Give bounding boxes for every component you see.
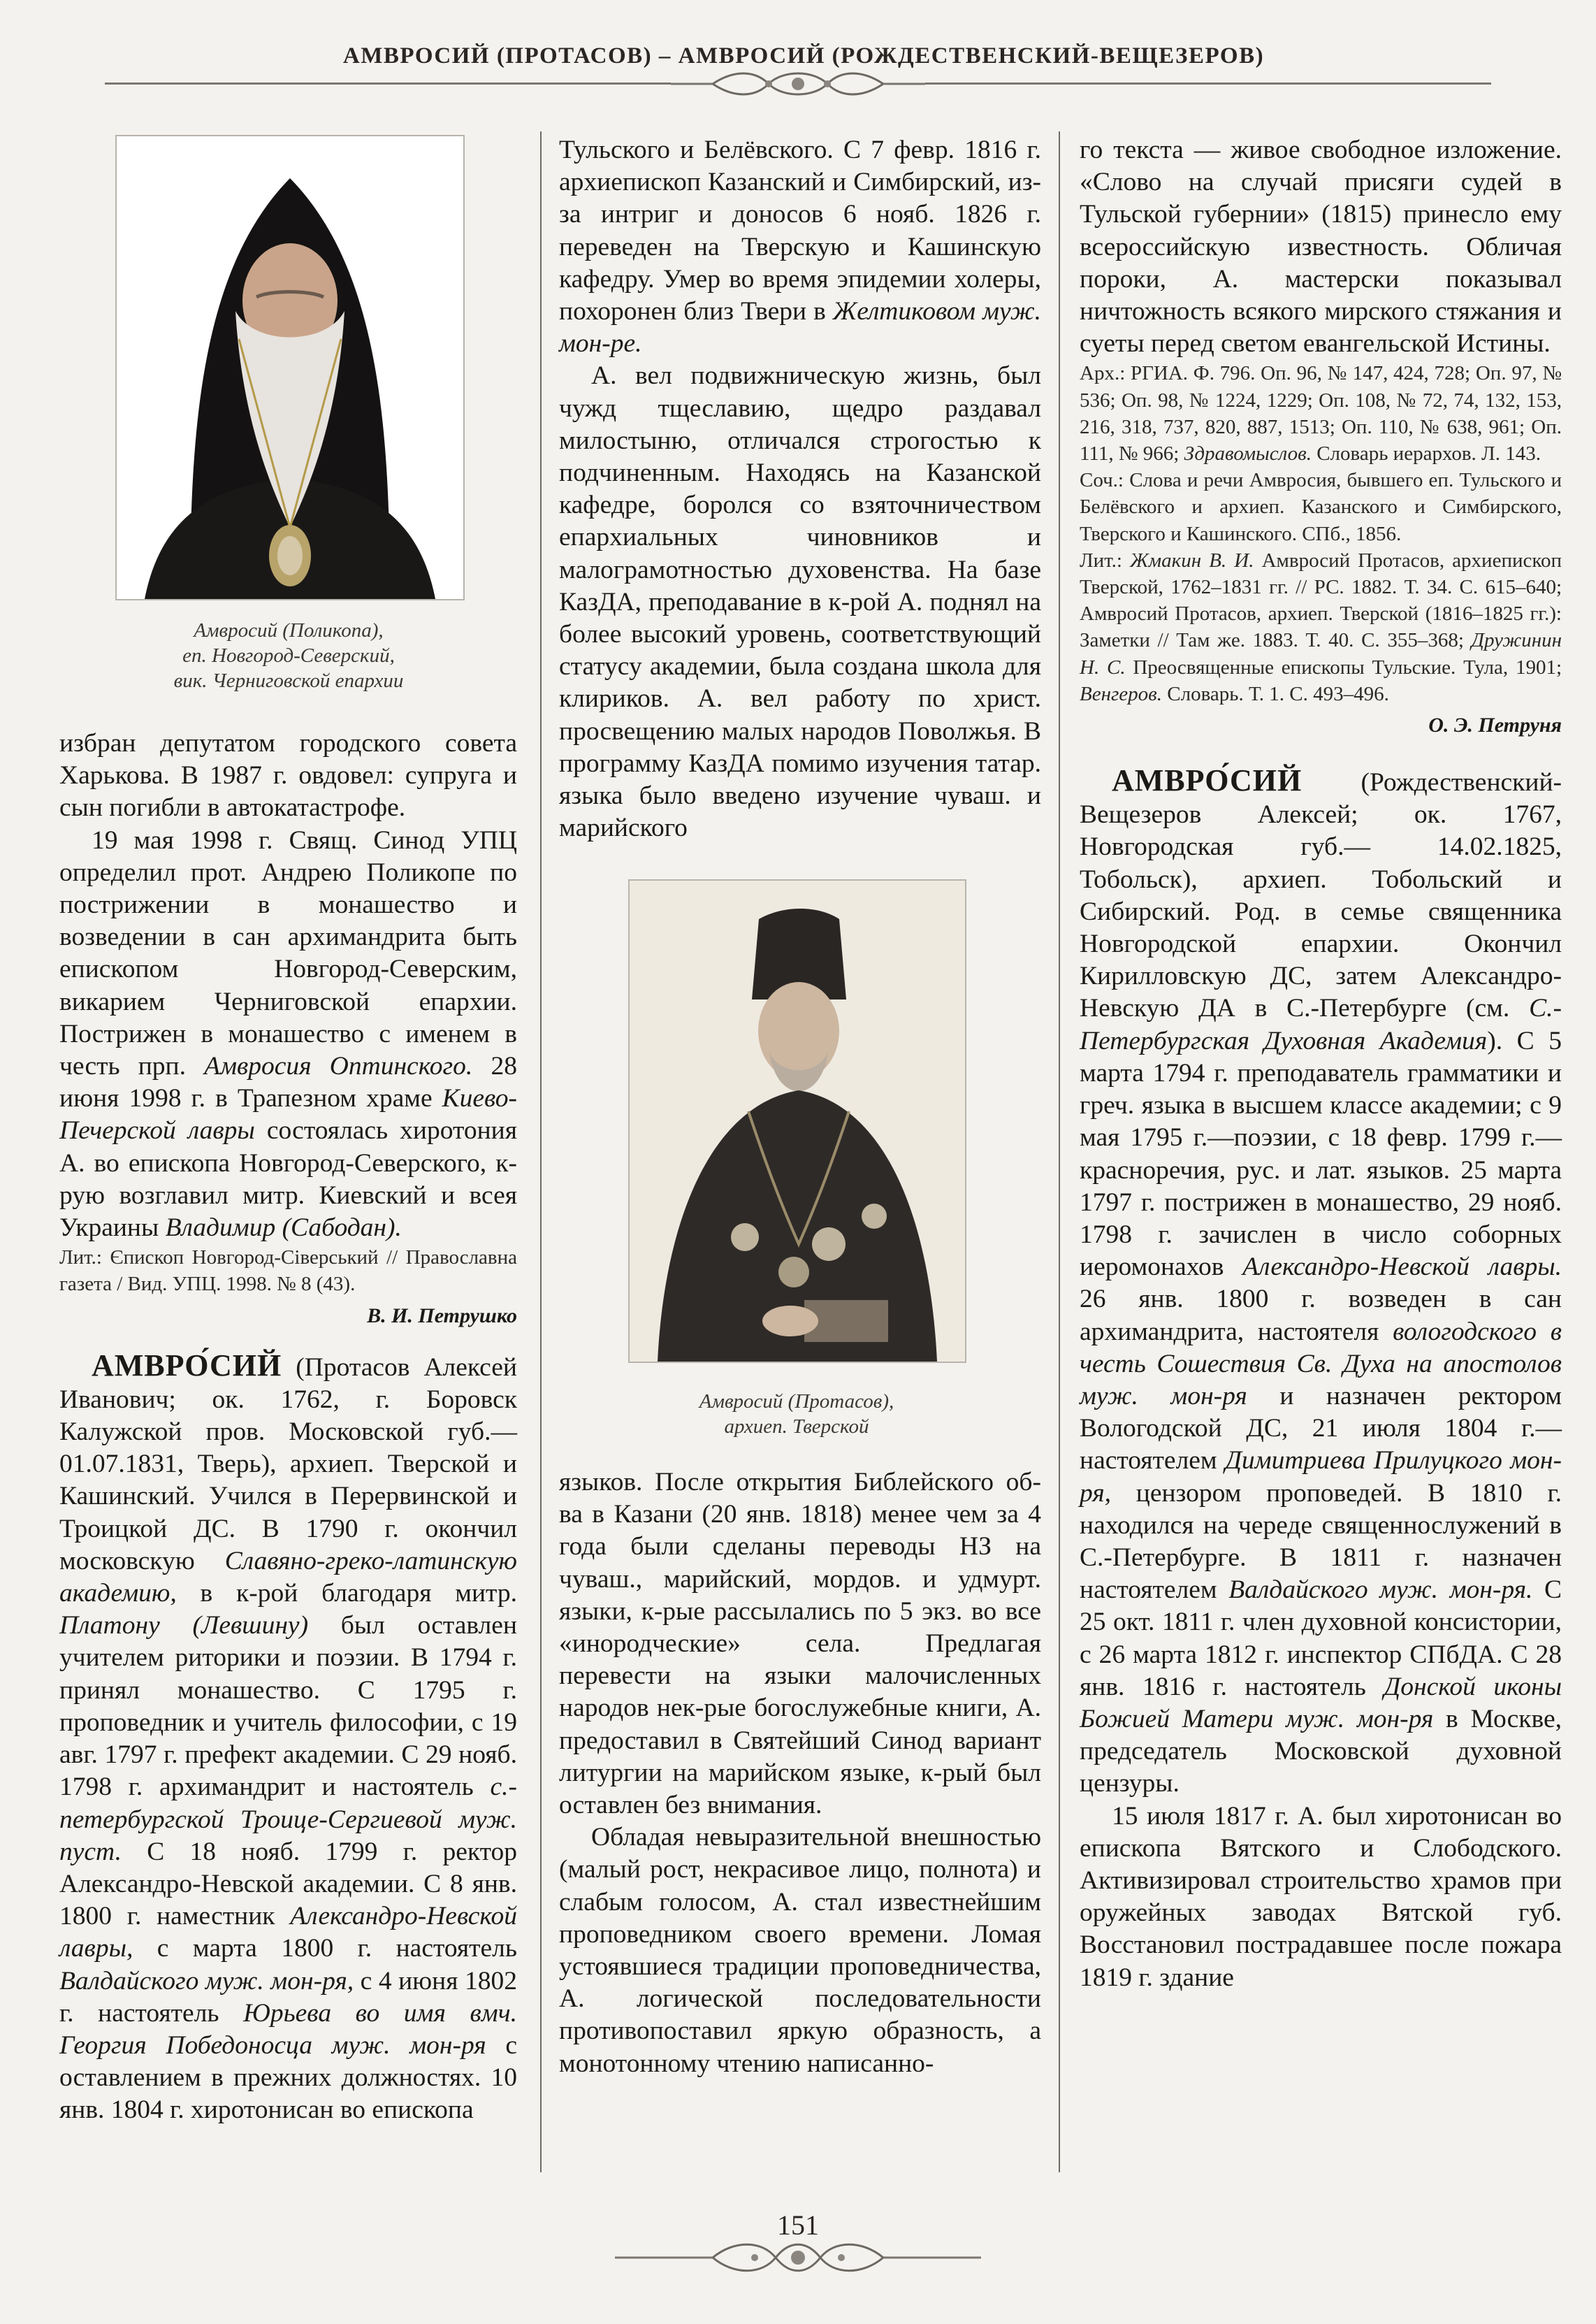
caption-line: Амвросий (Протасов), [699,1390,894,1413]
header-rule-right [925,82,1491,85]
paragraph: 19 мая 1998 г. Свящ. Синод УПЦ определил прот. Андрею Поликопе по пострижении в монашество и возведении в сан архимандрита быть епископом Новгород-Северским, викарием Черниговской епархии. Пострижен в монашество с именем в честь прп. Амвросия Оптинского. 28 июня 1998 г. в Трапезном храме Киево-Печерской лавры состоялась хиротония А. во епископа Новгород-Северского, к-рую возглавил митр. Киевский и всея Украины Владимир (Сабодан). [59,825,518,1243]
engraving-image-icon [630,881,965,1362]
header-rule-left [105,82,671,85]
caption-line: Амвросий (Поликопа), [194,619,384,642]
literature-note: Лит.: Жмакин В. И. Амвросий Протасов, архиепископ Тверской, 1762–1831 гг. // РС. 1882. Т. 34. С. 615–640; Амвросий Протасов, архиеп. Тверской (1816–1825 гг.): Заметки // Там же. 1883. Т. 40. С. 355–368; Дружинин Н. С. Преосвященные епископы Тульские. Тула, 1901; Венгеров. Словарь. Т. 1. С. 493–496. [1080,549,1562,705]
header-ornament-icon [671,70,925,98]
archive-note: Арх.: РГИА. Ф. 796. Оп. 96, № 147, 424, 728; Оп. 97, № 536; Оп. 98, № 1224, 1229; Оп. 108, № 72, 74, 132, 153, 216, 318, 737, 820, 887, 1513; Оп. 110, № 638, 961; Оп. 111, № 966; Здравомыслов. Словарь иерархов. Л. 143. [1080,362,1562,465]
author-signature: О. Э. Петруня [1428,714,1562,737]
column-2-top [559,134,1041,844]
portrait-image-icon [117,136,463,599]
column-1 [59,728,517,2127]
paragraph: 15 июля 1817 г. А. был хиротонисан во епископа Вятского и Слободского. Активизировал строительство храмов при оружейных заводах Вятской губ. Восстановил пострадавшее после пожара 1819 г. здание [1080,1801,1562,1992]
caption-line: архиеп. Тверской [724,1415,869,1438]
portrait-photo-protasov [628,879,966,1363]
entry-headword: АМВРО́СИЙ [92,1348,282,1383]
paragraph: избран депутатом городского совета Харькова. В 1987 г. овдовел: супруга и сын погибли в автокатастрофе. [59,729,517,823]
caption-line: еп. Новгород-Северский, [182,644,395,667]
page-number: 151 [777,2209,819,2241]
literature-note: Лит.: Єпископ Новгород-Сіверський // Православна газета / Вид. УПЦ. 1998. № 8 (43). [59,1246,517,1296]
portrait2-caption [615,1389,978,1439]
entry-protasov: АМВРО́СИЙ (Протасов Алексей Иванович; ок. 1762, г. Боровск Калужской пров. Московской губ.— 01.07.1831, Тверь), архиеп. Тверской и Кашинский. Учился в Перервинской и Троицкой ДС. В 1790 г. окончил московскую Славяно-греко-латинскую академию, в к-рой благодаря митр. Платону (Левшину) был оставлен учителем риторики и поэзии. В 1794 г. принял монашество. С 1795 г. проповедник и учитель философии, с 19 авг. 1797 г. префект академии. С 29 нояб. 1798 г. архимандрит и настоятель с.-петербургской Троице-Сергиевой муж. пуст. С 18 нояб. 1799 г. ректор Александро-Невской академии. С 8 янв. 1800 г. наместник Александро-Невской лавры, с марта 1800 г. настоятель Валдайского муж. мон-ря, с 4 июня 1802 г. настоятель Юрьева во имя вмч. Георгия Победоносца муж. мон-ря с оставлением в прежних должностях. 10 янв. 1804 г. хиротонисан во епископа [59,1348,517,2125]
entry-rozhdestvensky: АМВРО́СИЙ (Рождественский-Вещезеров Алексей; ок. 1767, Новгородская губ.— 14.02.1825, Тобольск), архиеп. Тобольский и Сибирский. Род. в семье священника Новгородской епархии. Окончил Кирилловскую ДС, затем Александро-Невскую ДА в С.-Петербурге (см. С.-Петербургская Духовная Академия). С 5 марта 1794 г. преподаватель грамматики и греч. языка в высшем классе академии; с 9 мая 1795 г.—поэзии, с 18 февр. 1799 г.—красноречия, рус. и лат. языков. 25 марта 1797 г. пострижен в монашество, 29 нояб. 1798 г. зачислен в число соборных иеромонахов Александро-Невской лавры. 26 янв. 1800 г. возведен в сан архимандрита, настоятеля вологодского в честь Сошествия Св. Духа на апостолов муж. мон-ря и назначен ректором Вологодской ДС, 21 июля 1804 г.— настоятелем Димитриева Прилуцкого мон-ря, цензором проповедей. В 1810 г. находился на череде священнослужений в С.-Петербурге. В 1811 г. назначен настоятелем Валдайского муж. мон-ря. С 25 окт. 1811 г. член духовной консистории, с 26 марта 1812 г. инспектор СПбДА. С 28 янв. 1816 г. настоятель Донской иконы Божией Матери муж. мон-ря в Москве, председатель Московской духовной цензуры. [1080,763,1562,1798]
entry-headword: АМВРО́СИЙ [1112,763,1303,798]
running-header: АМВРОСИЙ (ПРОТАСОВ) – АМВРОСИЙ (РОЖДЕСТВЕНСКИЙ-ВЕЩЕЗЕРОВ) [342,43,1265,68]
author-signature: В. И. Петрушко [367,1304,517,1327]
paragraph: А. вел подвижническую жизнь, был чужд тщеславию, щедро раздавал милостыню, отличался строгостью к подчиненным. Находясь на Казанской кафедре, боролся со взяточничеством епархиальных чиновников и малограмотностью духовенства. На базе КазДА, преподавание в к-рой А. поднял на более высокий уровень, соответствующий статусу академии, была создана школа для клириков. А. вел работу по христ. просвещению малых народов Поволжья. В программу КазДА помимо изучения татар. языка было введено изучение чуваш. и марийского [559,361,1041,843]
column-2-bottom [559,1466,1041,2080]
portrait-photo-polikopa [115,135,465,600]
caption-line: вик. Черниговской епархии [173,670,404,692]
paragraph: го текста — живое свободное изложение. «Слово на случай присяги судей в Тульской губернии» (1815) принесло ему всероссийскую известность. Обличая пороки, А. мастерски показывал ничтожность всякого мирского стяжания и суеты перед светом евангельской Истины. [1080,136,1562,359]
paragraph: Обладая невыразительной внешностью (малый рост, некрасивое лицо, полнота) и слабым голосом, А. стал известнейшим проповедником своего времени. Ломая устоявшиеся традиции проповедничества, А. логической последовательности противопоставил яркую образность, а монотонному чтению написанно- [559,1823,1041,2078]
column-rule-2 [1059,131,1060,2172]
column-3 [1080,134,1562,1994]
portrait1-caption [112,618,465,693]
column-rule-1 [540,131,542,2172]
footer-ornament-icon [615,2237,981,2279]
works-note: Соч.: Слова и речи Амвросия, бывшего еп. Тульского и Белёвского и архиеп. Казанского и Симбирского, Тверского и Кашинского. СПб., 1856. [1080,469,1562,545]
paragraph: языков. После открытия Библейского об-ва в Казани (20 янв. 1818) менее чем за 4 года были сделаны переводы НЗ на чуваш., марийский, мордов. и удмурт. языки, к-рые рассылались по 5 экз. во все «инородческие» села. Предлагая перевести на языки малочисленных народов нек-рые богослужебные книги, А. предоставил в Святейший Синод вариант литургии на марийском языке, к-рый был оставлен без внимания. [559,1468,1041,1820]
paragraph: Тульского и Белёвского. С 7 февр. 1816 г. архиепископ Казанский и Симбирский, из-за интриг и доносов 6 нояб. 1826 г. переведен на Тверскую и Кашинскую кафедру. Умер во время эпидемии холеры, похоронен близ Твери в Желтиковом муж. мон-ре. [559,136,1041,359]
